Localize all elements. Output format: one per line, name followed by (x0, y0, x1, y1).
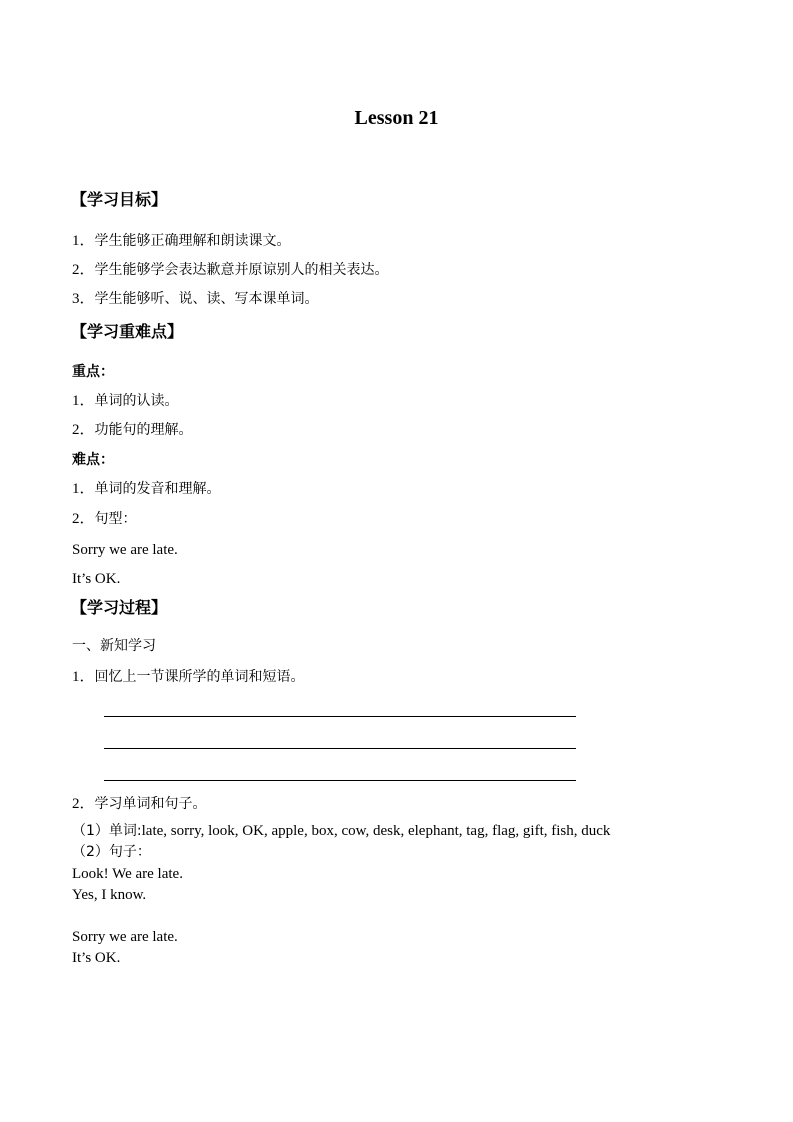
focus-item (72, 420, 193, 440)
section-one-label: 一、新知学习 (72, 638, 156, 654)
objective-text: 学生能够正确理解和朗读课文。 (94, 233, 291, 249)
objective-number: 1． (72, 233, 95, 249)
focus-label: 重点： (72, 364, 114, 380)
objective-number: 3． (72, 291, 95, 307)
answer-blank-line (104, 780, 576, 781)
focus-text: 单词的认读。 (94, 393, 179, 409)
sentences-label: （2）句子： (72, 844, 151, 860)
sentence-line: It’s OK. (72, 571, 121, 587)
words-list: late, sorry, look, OK, apple, box, cow, desk, elephant, tag, flag, gift, fish, duck (141, 823, 611, 839)
step-text: 回忆上一节课所学的单词和短语。 (94, 669, 305, 685)
page-title: Lesson 21 (354, 107, 439, 129)
objective-item (72, 289, 319, 309)
difficulty-item (72, 479, 221, 499)
step-text: 学习单词和句子。 (94, 796, 207, 812)
focus-number: 1． (72, 393, 95, 409)
process-heading: 【学习过程】 (71, 598, 168, 617)
step-one (72, 667, 305, 687)
difficulty-label: 难点： (72, 452, 114, 468)
objective-text: 学生能够听、说、读、写本课单词。 (94, 291, 319, 307)
answer-blank-line (104, 748, 576, 749)
objectives-heading: 【学习目标】 (71, 190, 168, 209)
dialogue-line: Yes, I know. (72, 887, 147, 903)
objective-item (72, 260, 389, 280)
focus-number: 2． (72, 422, 95, 438)
step-number: 1． (72, 669, 95, 685)
difficulty-number: 1． (72, 481, 95, 497)
focus-item (72, 391, 179, 411)
difficulty-number: 2． (72, 511, 95, 527)
objective-item (72, 231, 291, 251)
dialogue-line: Look! We are late. (72, 866, 183, 882)
difficulty-text: 单词的发音和理解。 (94, 481, 221, 497)
answer-blank-line (104, 716, 576, 717)
key-points-heading: 【学习重难点】 (71, 322, 184, 341)
step-number: 2． (72, 796, 95, 812)
difficulty-item (72, 509, 137, 529)
focus-text: 功能句的理解。 (94, 422, 193, 438)
objective-text: 学生能够学会表达歉意并原谅别人的相关表达。 (94, 262, 389, 278)
dialogue-line: It’s OK. (72, 950, 121, 966)
words-line (72, 821, 610, 841)
dialogue-line: Sorry we are late. (72, 929, 178, 945)
objective-number: 2． (72, 262, 95, 278)
difficulty-text: 句型： (94, 511, 137, 527)
sentence-line: Sorry we are late. (72, 542, 178, 558)
step-two (72, 794, 207, 814)
words-label: （1）单词: (72, 823, 142, 839)
